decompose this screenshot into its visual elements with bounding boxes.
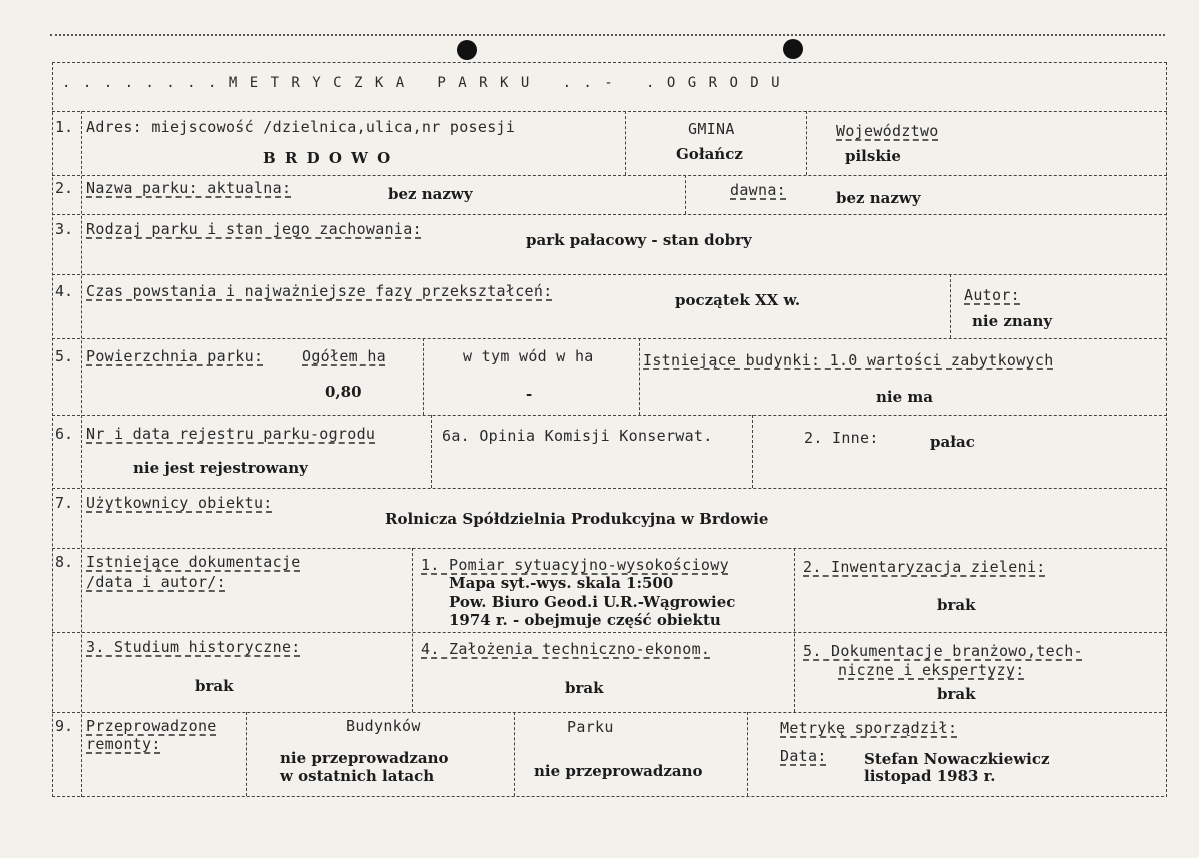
buildings-value: nie ma <box>876 388 933 406</box>
technical-docs-value: brak <box>937 685 976 703</box>
cell-divider <box>639 338 640 415</box>
row-number: 3. <box>55 220 74 238</box>
prepared-by-label: Metrykę sporządził: <box>780 719 958 737</box>
gmina-value: Gołańcz <box>676 145 743 163</box>
row-divider <box>52 214 1167 215</box>
card-title: . . . . . . . . M E T R Y C Z K A P A R K U . . - . O G R O D U <box>62 75 782 91</box>
tech-econ-value: brak <box>565 679 604 697</box>
prepared-date: listopad 1983 r. <box>864 767 996 785</box>
water-area-value: - <box>526 385 533 403</box>
cell-divider <box>806 111 807 175</box>
park-name-value: bez nazwy <box>388 185 473 203</box>
cell-divider <box>423 338 424 415</box>
cell-divider <box>747 712 748 796</box>
row-divider <box>52 488 1167 489</box>
row-divider <box>52 111 1167 112</box>
users-label: Użytkownicy obiektu: <box>86 494 273 512</box>
cell-divider <box>950 274 951 338</box>
park-repairs-value: nie przeprowadzano <box>534 762 703 780</box>
row-number: 6. <box>55 425 74 443</box>
row-divider <box>52 175 1167 176</box>
punch-hole-left <box>457 40 477 60</box>
history-study-label: 3. Studium historyczne: <box>86 638 301 656</box>
buildings-repairs-value: nie przeprowadzano <box>280 749 449 767</box>
repairs-label: Przeprowadzone <box>86 717 217 735</box>
date-label: Data: <box>780 747 827 765</box>
opinion-label: 6a. Opinia Komisji Konserwat. <box>442 427 713 445</box>
users-value: Rolnicza Spółdzielnia Produkcyjna w Brdowie <box>385 510 769 528</box>
technical-docs-label-cont: niczne i ekspertyzy: <box>838 661 1025 679</box>
row-divider <box>52 632 1167 633</box>
row-divider <box>52 415 1167 416</box>
water-area-label: w tym wód w ha <box>463 347 594 365</box>
inventory-value: brak <box>937 596 976 614</box>
address-value: B R D O W O <box>263 149 393 167</box>
perforation-line <box>50 34 1165 36</box>
area-total-value: 0,80 <box>325 383 362 401</box>
row-divider <box>52 712 1167 713</box>
row-number: 2. <box>55 179 74 197</box>
register-value: nie jest rejestrowany <box>133 459 308 477</box>
origin-value: początek XX w. <box>675 291 801 309</box>
survey-line-2: Pow. Biuro Geod.i U.R.-Wągrowiec <box>449 593 736 611</box>
history-study-value: brak <box>195 677 234 695</box>
park-name-label: Nazwa parku: aktualna: <box>86 179 292 197</box>
area-total-label: Ogółem ha <box>302 347 386 365</box>
park-type-label: Rodzaj parku i stan jego zachowania: <box>86 220 422 238</box>
row-number: 7. <box>55 494 74 512</box>
tech-econ-label: 4. Założenia techniczno-ekonom. <box>421 640 711 658</box>
park-repairs-label: Parku <box>567 718 614 736</box>
punch-hole-right <box>783 39 803 59</box>
cell-divider <box>685 175 686 214</box>
buildings-repairs-label: Budynków <box>346 717 421 735</box>
row-divider <box>52 548 1167 549</box>
buildings-label: Istniejące budynki: 1.0 wartości zabytkowych <box>643 351 1054 369</box>
row-number: 9. <box>55 717 74 735</box>
survey-label: 1. Pomiar sytuacyjno-wysokościowy <box>421 556 729 574</box>
area-label: Powierzchnia parku: <box>86 347 264 365</box>
address-label: Adres: miejscowość /dzielnica,ulica,nr posesji <box>86 118 516 136</box>
origin-label: Czas powstania i najważniejsze fazy przekształceń: <box>86 282 553 300</box>
technical-docs-label: 5. Dokumentacje branżowo,tech- <box>803 642 1083 660</box>
buildings-repairs-value-cont: w ostatnich latach <box>280 767 435 785</box>
voivodeship-label: Województwo <box>836 122 939 140</box>
old-name-value: bez nazwy <box>836 189 921 207</box>
other-label: 2. Inne: <box>804 429 879 447</box>
cell-divider <box>752 415 753 488</box>
preparer-name: Stefan Nowaczkiewicz <box>864 750 1050 768</box>
register-label: Nr i data rejestru parku-ogrodu <box>86 425 376 443</box>
number-column-divider <box>81 111 82 797</box>
row-number: 5. <box>55 347 74 365</box>
gmina-label: GMINA <box>688 120 735 138</box>
park-type-value: park pałacowy - stan dobry <box>526 231 752 249</box>
cell-divider <box>412 548 413 712</box>
row-divider <box>52 338 1167 339</box>
old-name-label: dawna: <box>730 181 786 199</box>
frame-bottom <box>52 796 1164 797</box>
cell-divider <box>431 415 432 488</box>
repairs-label-cont: remonty: <box>86 735 161 753</box>
survey-line-3: 1974 r. - obejmuje część obiektu <box>449 611 721 629</box>
row-number: 4. <box>55 282 74 300</box>
inventory-label: 2. Inwentaryzacja zieleni: <box>803 558 1046 576</box>
cell-divider <box>625 111 626 175</box>
row-number: 8. <box>55 553 74 571</box>
frame-left <box>52 62 53 797</box>
frame-right <box>1166 62 1167 797</box>
row-number: 1. <box>55 118 74 136</box>
docs-label-cont: /data i autor/: <box>86 573 226 591</box>
cell-divider <box>794 548 795 712</box>
row-divider <box>52 274 1167 275</box>
voivodeship-value: pilskie <box>845 147 901 165</box>
author-label: Autor: <box>964 286 1020 304</box>
author-value: nie znany <box>972 312 1053 330</box>
docs-label: Istniejące dokumentacje <box>86 553 301 571</box>
cell-divider <box>246 712 247 796</box>
survey-line-1: Mapa syt.-wys. skala 1:500 <box>449 574 674 592</box>
frame-top <box>52 62 1167 63</box>
cell-divider <box>514 712 515 796</box>
other-value: pałac <box>930 433 975 451</box>
